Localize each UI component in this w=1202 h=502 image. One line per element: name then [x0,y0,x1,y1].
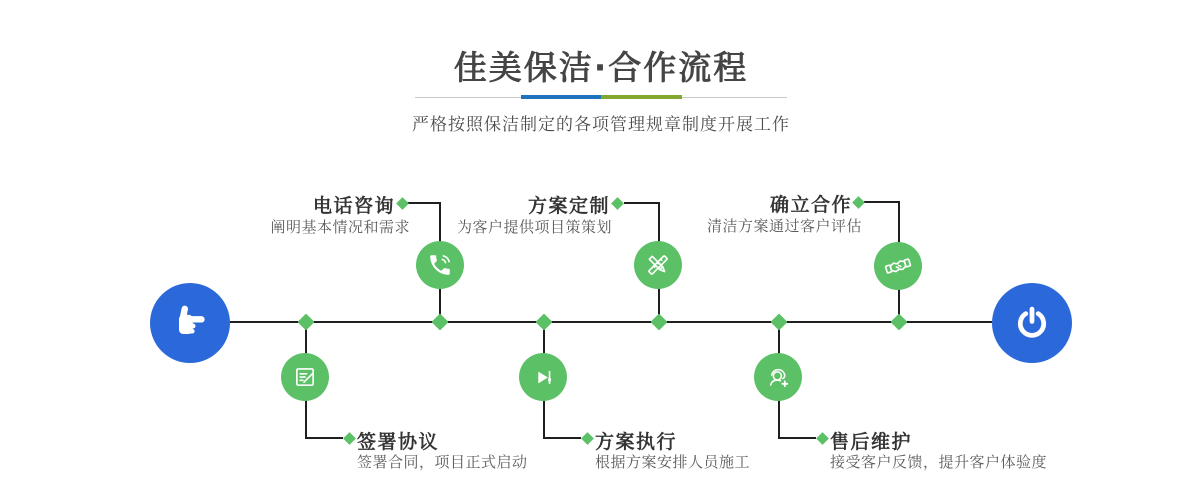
step-desc-sign-agreement: 签署合同，项目正式启动 [357,453,528,471]
step-desc-phone-consult: 阐明基本情况和需求 [270,218,410,236]
phone-call-icon [427,252,453,278]
step-circle-design [634,241,682,289]
step-desc-plan-custom: 为客户提供项目策策划 [456,218,612,236]
step-circle-cooperate [874,242,922,290]
step-label-plan-custom: 方案定制 [527,195,610,217]
step-desc-aftersale: 接受客户反馈，提升客户体验度 [830,453,1048,471]
step-label-aftersale: 售后维护 [830,431,913,453]
flow-start-node [150,283,230,363]
timeline-node-diamond [536,314,553,331]
page-subtitle: 严格按照保洁制定的各项管理规章制度开展工作 [412,115,790,135]
power-icon [1013,304,1051,342]
label-diamond [611,197,624,210]
label-diamond [852,196,865,209]
connector-line [407,202,441,204]
timeline-node-diamond [298,314,315,331]
step-label-establish-coop: 确立合作 [769,194,852,216]
sign-document-icon [292,364,318,390]
step-desc-establish-coop: 清洁方案通过客户评估 [706,217,862,235]
step-desc-plan-execute: 根据方案安排人员施工 [595,453,751,471]
label-diamond [396,197,409,210]
flow-end-node [992,283,1072,363]
divider-green-segment [601,95,682,99]
play-execute-icon [531,365,556,390]
label-diamond [816,432,829,445]
step-label-phone-consult: 电话咨询 [312,195,395,217]
divider-blue-segment [521,95,601,99]
handshake-icon [884,252,912,280]
step-circle-sign [281,353,329,401]
label-diamond [343,432,356,445]
step-circle-execute [519,353,567,401]
label-diamond [581,432,594,445]
pointing-hand-icon [168,301,212,345]
connector-line [624,202,660,204]
page-title: 佳美保洁·合作流程 [453,48,749,87]
connector-line [543,437,581,439]
timeline-node-diamond [891,314,908,331]
pencil-ruler-icon [645,252,671,278]
step-circle-aftersale [754,353,802,401]
step-circle-phone [416,241,464,289]
step-label-sign-agreement: 签署协议 [357,431,440,453]
connector-line [778,437,816,439]
connector-line [864,201,900,203]
timeline-node-diamond [771,314,788,331]
timeline-node-diamond [432,314,449,331]
step-label-plan-execute: 方案执行 [595,431,678,453]
headset-plus-icon [765,364,792,391]
timeline-node-diamond [651,314,668,331]
timeline-line [228,321,992,323]
title-divider [415,95,787,99]
connector-line [305,437,343,439]
